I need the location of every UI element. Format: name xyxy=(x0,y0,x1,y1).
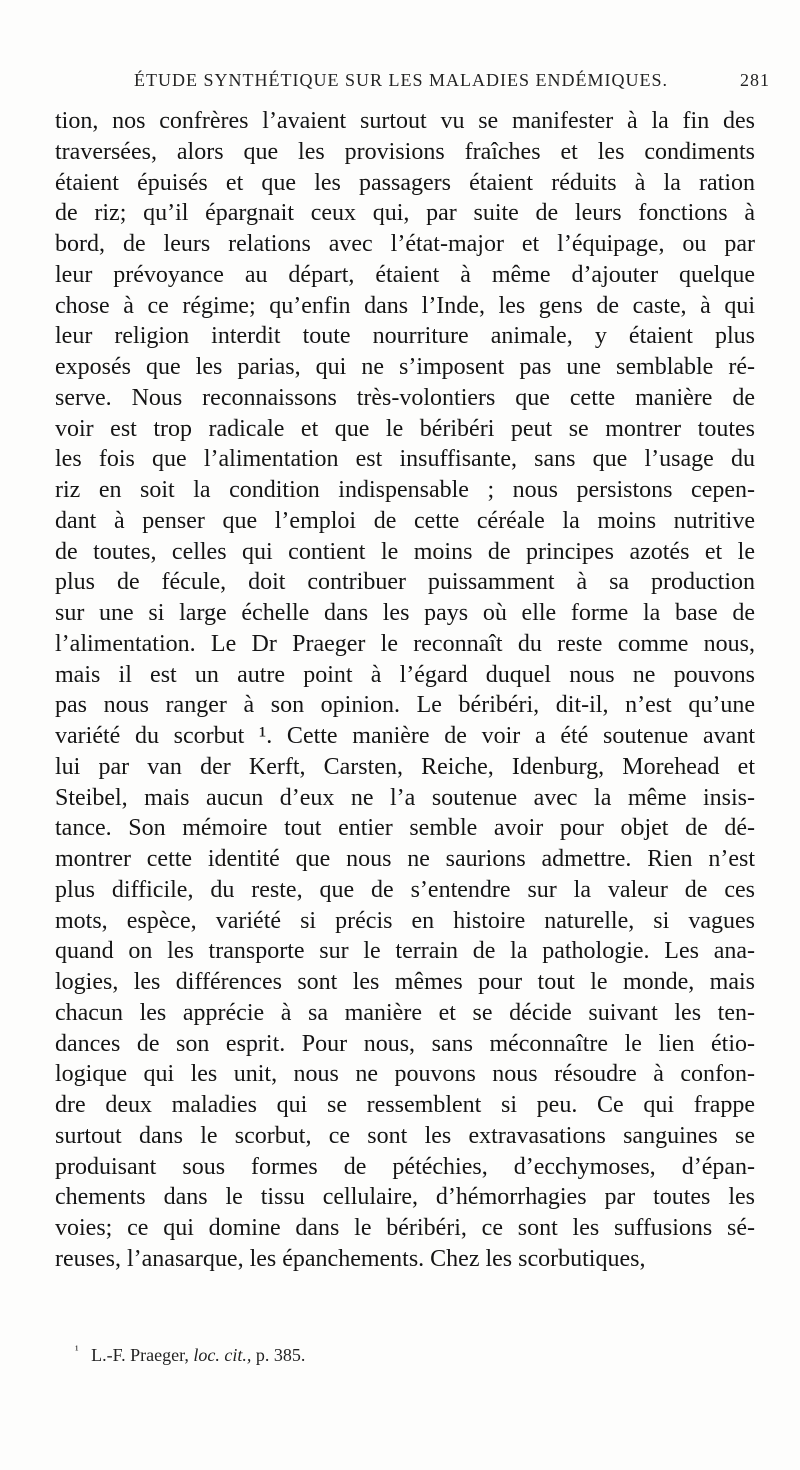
text-line: reuses, l’anasarque, les épanchements. Chez les scorbutiques, xyxy=(55,1245,646,1272)
text-line: de riz; qu’il épargnait ceux qui, par suite de leurs fonctions à xyxy=(55,200,755,227)
text-line: traversées, alors que les provisions fraîches et les condiments xyxy=(55,138,755,165)
text-line: chose à ce régime; qu’enfin dans l’Inde, les gens de caste, à qui xyxy=(55,292,755,319)
text-line: mais il est un autre point à l’égard duquel nous ne pouvons xyxy=(55,661,755,688)
text-line: serve. Nous reconnaissons très-volontiers que cette manière de xyxy=(55,384,755,411)
text-line: bord, de leurs relations avec l’état-major et l’équipage, ou par xyxy=(55,231,755,257)
text-line: voies; ce qui domine dans le béribéri, ce sont les suffusions sé- xyxy=(55,1215,755,1241)
text-line: tance. Son mémoire tout entier semble avoir pour objet de dé- xyxy=(55,815,755,842)
text-line: montrer cette identité que nous ne saurions admettre. Rien n’est xyxy=(55,846,755,872)
text-line: leur prévoyance au départ, étaient à même d’ajouter quelque xyxy=(55,261,755,288)
text-line: exposés que les parias, qui ne s’imposent pas une semblable ré- xyxy=(55,354,755,380)
text-line: surtout dans le scorbut, ce sont les extravasations sanguines se xyxy=(55,1122,755,1149)
text-line: dances de son esprit. Pour nous, sans méconnaître le lien étio- xyxy=(55,1030,755,1057)
text-line: chacun les apprécie à sa manière et se décide suivant les ten- xyxy=(55,999,755,1026)
running-head xyxy=(56,70,770,91)
text-line: voir est trop radicale et que le béribéri peut se montrer toutes xyxy=(55,415,755,442)
footnote-mark: ¹ xyxy=(75,1343,79,1357)
body-text xyxy=(55,106,755,1275)
text-line: lui par van der Kerft, Carsten, Reiche, Idenburg, Morehead et xyxy=(55,753,755,780)
text-line: les fois que l’alimentation est insuffisante, sans que l’usage du xyxy=(55,446,755,473)
text-line: plus de fécule, doit contribuer puissamment à sa production xyxy=(55,569,755,596)
text-line: chements dans le tissu cellulaire, d’hémorrhagies par toutes les xyxy=(55,1184,755,1211)
text-line: variété du scorbut ¹. Cette manière de voir a été soutenue avant xyxy=(55,723,755,749)
footnote-page: p. 385. xyxy=(255,1345,306,1365)
text-line: dant à penser que l’emploi de cette céréale la moins nutritive xyxy=(55,507,755,534)
text-line: sur une si large échelle dans les pays où elle forme la base de xyxy=(55,600,755,626)
text-line: Steibel, mais aucun d’eux ne l’a soutenue avec la même insis- xyxy=(55,784,755,811)
text-line: leur religion interdit toute nourriture animale, y étaient plus xyxy=(55,323,755,350)
text-line: dre deux maladies qui se ressemblent si peu. Ce qui frappe xyxy=(55,1092,755,1118)
text-line: tion, nos confrères l’avaient surtout vu se manifester à la fin des xyxy=(55,108,755,134)
text-line: l’alimentation. Le Dr Praeger le reconnaît du reste comme nous, xyxy=(55,630,755,657)
page-number: 281 xyxy=(740,70,770,90)
text-line: étaient épuisés et que les passagers étaient réduits à la ration xyxy=(55,169,755,196)
text-line: logies, les différences sont les mêmes pour tout le monde, mais xyxy=(55,969,755,995)
text-line: produisant sous formes de pétéchies, d’ecchymoses, d’épan- xyxy=(55,1153,755,1180)
text-line: riz en soit la condition indispensable ; nous persistons cepen- xyxy=(55,477,755,503)
text-line: quand on les transporte sur le terrain de la pathologie. Les ana- xyxy=(55,938,755,965)
footnote-author: L.-F. Praeger, xyxy=(91,1345,189,1365)
text-line: de toutes, celles qui contient le moins de principes azotés et le xyxy=(55,538,755,565)
text-line: pas nous ranger à son opinion. Le béribéri, dit-il, n’est qu’une xyxy=(55,692,755,719)
text-line: plus difficile, du reste, que de s’entendre sur la valeur de ces xyxy=(55,876,755,903)
running-head-title: ÉTUDE SYNTHÉTIQUE SUR LES MALADIES ENDÉMIQUES. xyxy=(134,70,668,90)
text-line: mots, espèce, variété si précis en histoire naturelle, si vagues xyxy=(55,907,755,934)
text-line: logique qui les unit, nous ne pouvons nous résoudre à confon- xyxy=(55,1061,755,1088)
footnote-ref: loc. cit., xyxy=(193,1345,252,1365)
footnote xyxy=(75,1343,305,1366)
